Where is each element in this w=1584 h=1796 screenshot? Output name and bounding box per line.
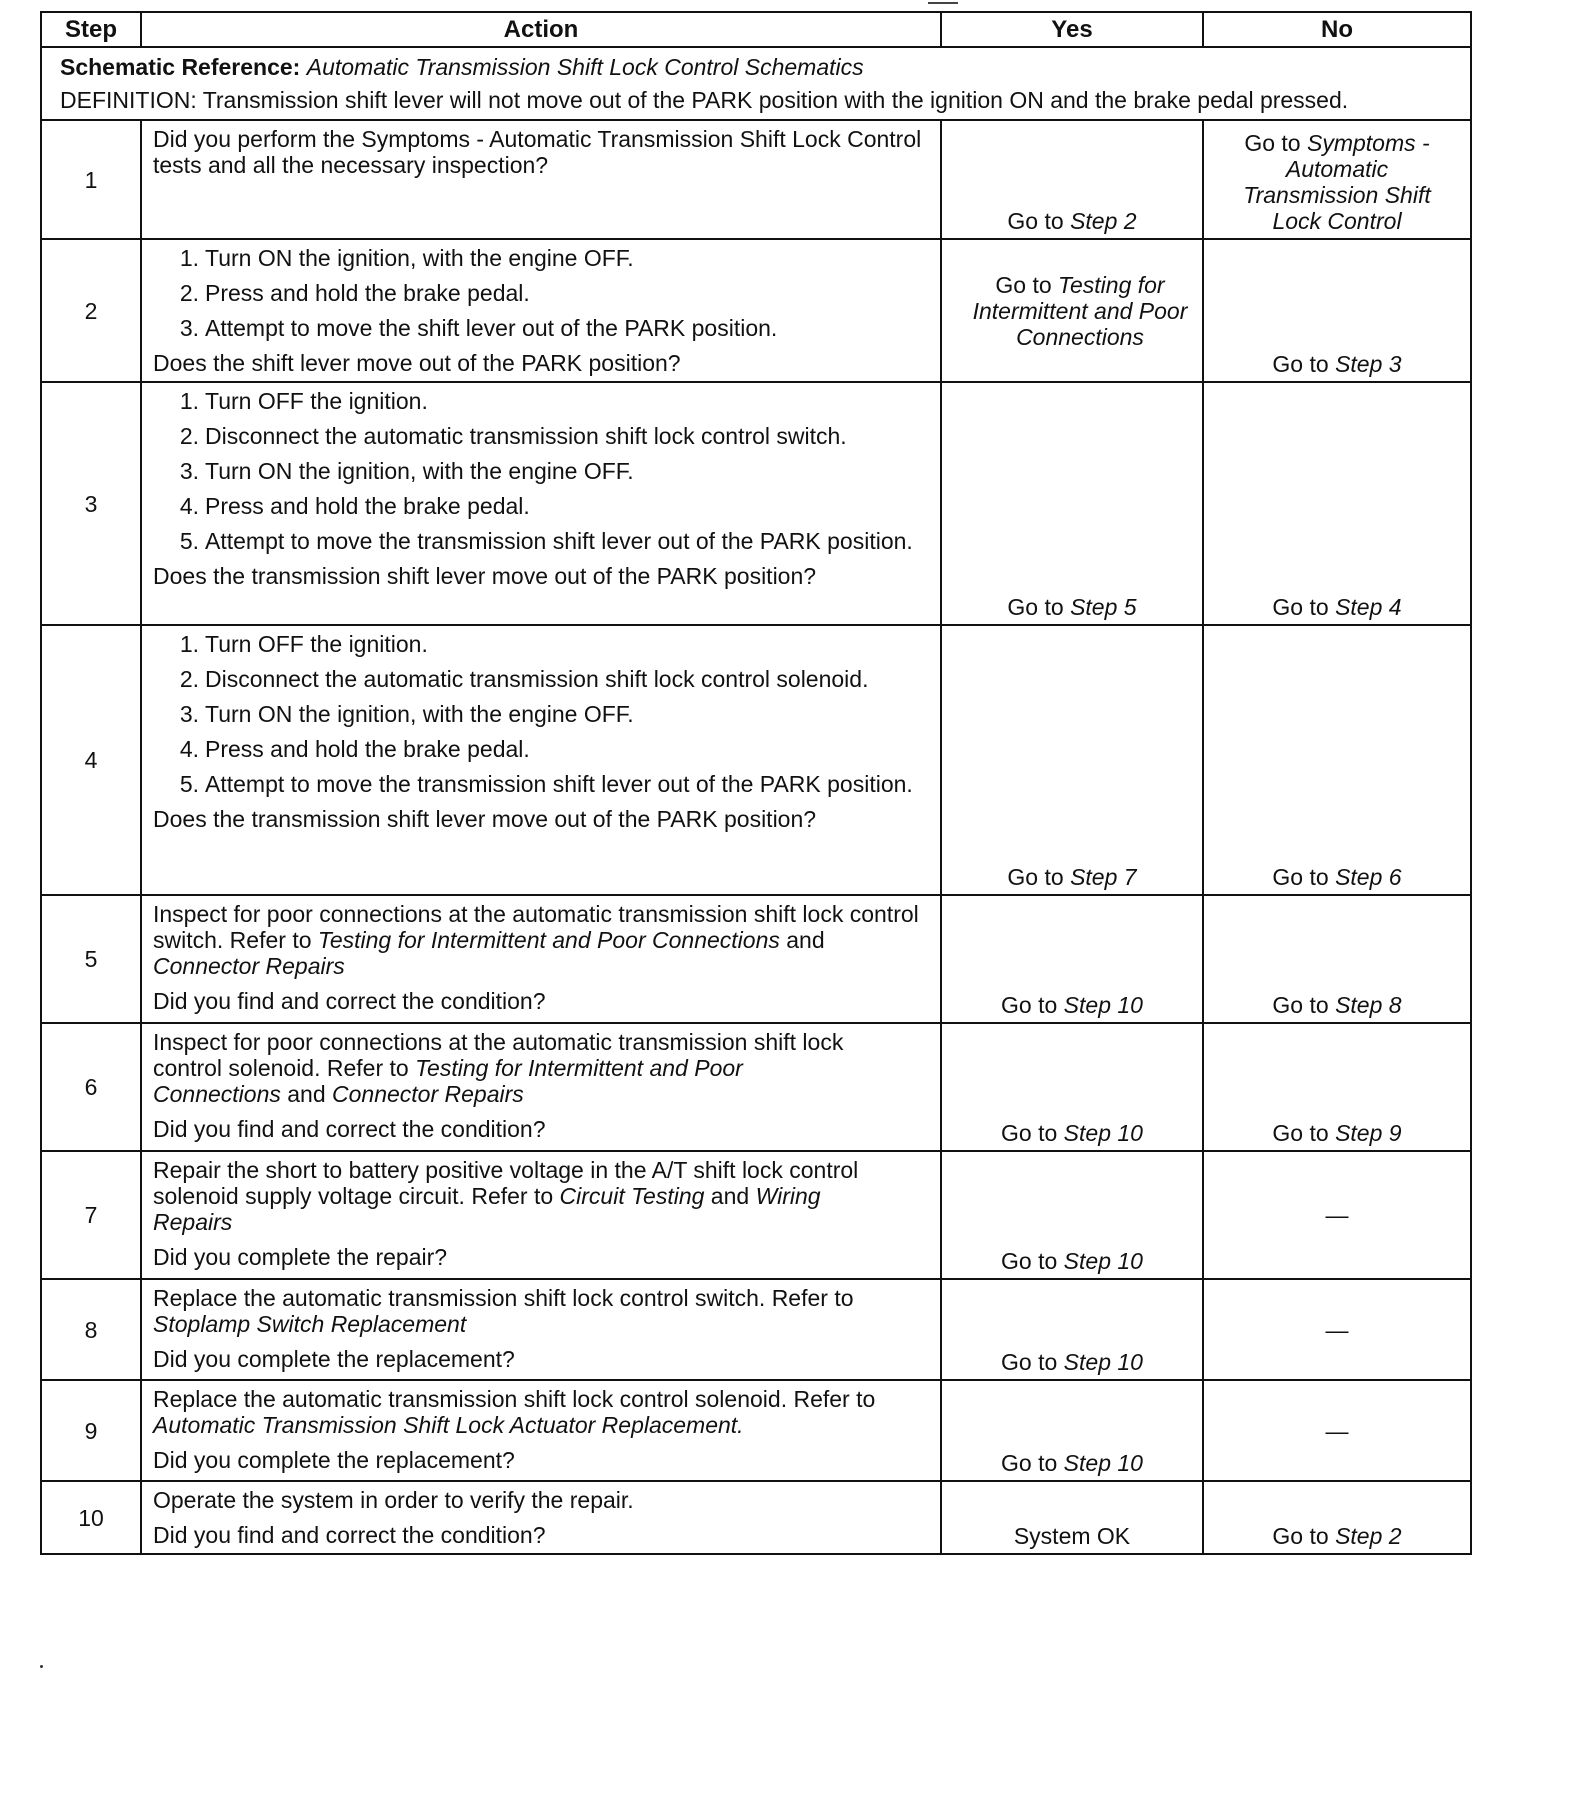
- yes-prefix: Go to: [1001, 1450, 1064, 1476]
- list-item: 3. Turn ON the ignition, with the engine OFF.: [179, 458, 634, 484]
- header-yes: Yes: [941, 12, 1203, 47]
- step-instructions: [153, 245, 930, 341]
- step-text: Operate the system in order to verify the repair.: [153, 1487, 634, 1513]
- step-number: 9: [41, 1380, 141, 1481]
- step-number: 6: [41, 1023, 141, 1151]
- step-number: 3: [41, 382, 141, 625]
- yes-cell: [941, 382, 1203, 625]
- no-link[interactable]: Symptoms - Automatic Transmission Shift Lock Control: [1243, 130, 1431, 234]
- diagnostic-table-page: [40, 11, 1470, 1555]
- action-cell: [141, 895, 941, 1023]
- step-number: 2: [41, 239, 141, 382]
- table-row: [41, 1380, 1471, 1481]
- no-prefix: Go to: [1272, 992, 1336, 1018]
- step-question: Does the transmission shift lever move out of the PARK position?: [153, 563, 817, 589]
- header-step: Step: [41, 12, 141, 47]
- step-number: 7: [41, 1151, 141, 1279]
- no-prefix: Go to: [1272, 594, 1336, 620]
- header-no: No: [1203, 12, 1471, 47]
- step-question: Did you find and correct the condition?: [153, 1522, 546, 1548]
- step-question: Did you complete the replacement?: [153, 1447, 515, 1473]
- step-question: Did you perform the Symptoms - Automatic Transmission Shift Lock Control tests and all the necessary inspection?: [153, 126, 922, 178]
- table-row: [41, 239, 1471, 382]
- table-row: [41, 1023, 1471, 1151]
- step-number: 4: [41, 625, 141, 895]
- step-text: Replace the automatic transmission shift lock control switch. Refer to Stoplamp Switch Replacement: [153, 1285, 854, 1337]
- no-cell: [1203, 239, 1471, 382]
- list-item: 1. Turn OFF the ignition.: [179, 631, 428, 657]
- yes-link[interactable]: Step 10: [1063, 1450, 1143, 1476]
- yes-cell: [941, 1380, 1203, 1481]
- yes-prefix: Go to: [1007, 208, 1071, 234]
- list-item: 2. Disconnect the automatic transmission shift lock control solenoid.: [179, 666, 869, 692]
- header-row: [41, 12, 1471, 47]
- list-item: 5. Attempt to move the transmission shift lever out of the PARK position.: [179, 771, 913, 797]
- reference-cell: [41, 47, 1471, 120]
- schematic-reference-label: Schematic Reference:: [60, 54, 301, 80]
- yes-link[interactable]: Step 7: [1070, 864, 1137, 890]
- list-item: 3. Turn ON the ignition, with the engine OFF.: [179, 701, 634, 727]
- reference-link[interactable]: Connector Repairs: [332, 1081, 524, 1107]
- no-cell: [1203, 895, 1471, 1023]
- reference-link[interactable]: Circuit Testing: [559, 1183, 705, 1209]
- yes-link[interactable]: Testing for Intermittent and Poor Connections: [972, 271, 1188, 350]
- reference-row: [41, 47, 1471, 120]
- table-row: [41, 625, 1471, 895]
- table-row: [41, 120, 1471, 239]
- yes-link[interactable]: Step 2: [1070, 208, 1137, 234]
- yes-cell: [941, 625, 1203, 895]
- no-cell: [1203, 1023, 1471, 1151]
- schematic-reference: [60, 54, 1456, 80]
- definition-text: DEFINITION: Transmission shift lever will not move out of the PARK position with the ignition ON and the brake pedal pressed.: [60, 87, 1349, 113]
- yes-link[interactable]: Step 10: [1063, 1248, 1143, 1274]
- yes-prefix: Go to: [1001, 1248, 1064, 1274]
- no-prefix: Go to: [1272, 1120, 1336, 1146]
- yes-prefix: Go to: [1007, 864, 1071, 890]
- scan-mark: [928, 2, 958, 4]
- no-cell: [1203, 120, 1471, 239]
- yes-cell: [941, 239, 1203, 382]
- list-item: 2. Disconnect the automatic transmission shift lock control switch.: [179, 423, 847, 449]
- reference-link[interactable]: Testing for Intermittent and Poor Connections: [153, 1055, 743, 1107]
- step-question: Did you complete the repair?: [153, 1244, 448, 1270]
- yes-cell: [941, 1151, 1203, 1279]
- diagnostic-table: [40, 11, 1472, 1555]
- reference-link[interactable]: Automatic Transmission Shift Lock Actuator Replacement.: [153, 1412, 744, 1438]
- scan-speck: [40, 1665, 43, 1668]
- no-link[interactable]: Step 2: [1335, 1523, 1402, 1549]
- list-item: 2. Press and hold the brake pedal.: [179, 280, 530, 306]
- action-cell: [141, 1380, 941, 1481]
- action-cell: [141, 120, 941, 239]
- table-row: [41, 1279, 1471, 1380]
- table-row: [41, 1481, 1471, 1554]
- reference-link[interactable]: Testing for Intermittent and Poor Connections: [317, 927, 780, 953]
- yes-link[interactable]: Step 5: [1070, 594, 1137, 620]
- no-cell: [1203, 382, 1471, 625]
- step-text: Repair the short to battery positive voltage in the A/T shift lock control solenoid supply voltage circuit. Refer to Circuit Testing and Wiring Repairs: [153, 1157, 859, 1235]
- action-cell: [141, 239, 941, 382]
- step-number: 10: [41, 1481, 141, 1554]
- reference-link[interactable]: Stoplamp Switch Replacement: [153, 1311, 467, 1337]
- step-text: Inspect for poor connections at the automatic transmission shift lock control switch. Refer to Testing for Intermittent and Poor Connections and Connector Repairs: [153, 901, 919, 979]
- no-prefix: Go to: [1272, 1523, 1336, 1549]
- step-number: 1: [41, 120, 141, 239]
- schematic-reference-link[interactable]: Automatic Transmission Shift Lock Control Schematics: [306, 54, 864, 80]
- action-cell: [141, 382, 941, 625]
- action-cell: [141, 1151, 941, 1279]
- no-prefix: Go to: [1244, 130, 1307, 156]
- step-question: Did you complete the replacement?: [153, 1346, 515, 1372]
- action-cell: [141, 1481, 941, 1554]
- step-text: Replace the automatic transmission shift lock control solenoid. Refer to Automatic Transmission Shift Lock Actuator Replacement.: [153, 1386, 876, 1438]
- no-link[interactable]: Step 8: [1335, 992, 1402, 1018]
- yes-cell: [941, 1279, 1203, 1380]
- yes-link[interactable]: Step 10: [1063, 1120, 1143, 1146]
- list-item: 5. Attempt to move the transmission shift lever out of the PARK position.: [179, 528, 913, 554]
- list-item: 3. Attempt to move the shift lever out of the PARK position.: [179, 315, 778, 341]
- yes-prefix: Go to: [1001, 992, 1064, 1018]
- table-row: [41, 895, 1471, 1023]
- step-question: Does the shift lever move out of the PARK position?: [153, 350, 681, 376]
- yes-prefix: Go to: [995, 271, 1059, 298]
- yes-prefix: Go to: [1001, 1349, 1064, 1375]
- no-cell: —: [1203, 1380, 1471, 1481]
- yes-prefix: Go to: [1001, 1120, 1064, 1146]
- reference-link[interactable]: Connector Repairs: [153, 953, 345, 979]
- reference-link[interactable]: Wiring Repairs: [153, 1183, 821, 1235]
- table-row: [41, 382, 1471, 625]
- list-item: 4. Press and hold the brake pedal.: [179, 493, 530, 519]
- no-link[interactable]: Step 6: [1335, 864, 1402, 890]
- no-link[interactable]: Step 4: [1335, 594, 1402, 620]
- step-text: Inspect for poor connections at the automatic transmission shift lock control solenoid. Refer to Testing for Intermittent and Poor Connections and Connector Repairs: [153, 1029, 844, 1107]
- step-instructions: [153, 631, 930, 797]
- yes-prefix: Go to: [1007, 594, 1071, 620]
- yes-link[interactable]: Step 10: [1063, 1349, 1143, 1375]
- step-question: Does the transmission shift lever move out of the PARK position?: [153, 806, 817, 832]
- header-action: Action: [141, 12, 941, 47]
- no-cell: —: [1203, 1279, 1471, 1380]
- no-link[interactable]: Step 3: [1335, 351, 1402, 377]
- yes-cell: [941, 895, 1203, 1023]
- step-number: 5: [41, 895, 141, 1023]
- yes-cell: System OK: [941, 1481, 1203, 1554]
- step-instructions: [153, 388, 930, 554]
- no-cell: [1203, 1481, 1471, 1554]
- no-prefix: Go to: [1272, 351, 1336, 377]
- no-prefix: Go to: [1272, 864, 1336, 890]
- yes-cell: [941, 1023, 1203, 1151]
- table-row: [41, 1151, 1471, 1279]
- action-cell: [141, 1023, 941, 1151]
- no-link[interactable]: Step 9: [1335, 1120, 1402, 1146]
- action-cell: [141, 625, 941, 895]
- list-item: 4. Press and hold the brake pedal.: [179, 736, 530, 762]
- yes-link[interactable]: Step 10: [1063, 992, 1143, 1018]
- step-question: Did you find and correct the condition?: [153, 1116, 546, 1142]
- list-item: 1. Turn OFF the ignition.: [179, 388, 428, 414]
- no-cell: —: [1203, 1151, 1471, 1279]
- action-cell: [141, 1279, 941, 1380]
- list-item: 1. Turn ON the ignition, with the engine OFF.: [179, 245, 634, 271]
- step-number: 8: [41, 1279, 141, 1380]
- step-question: Did you find and correct the condition?: [153, 988, 546, 1014]
- yes-cell: [941, 120, 1203, 239]
- no-cell: [1203, 625, 1471, 895]
